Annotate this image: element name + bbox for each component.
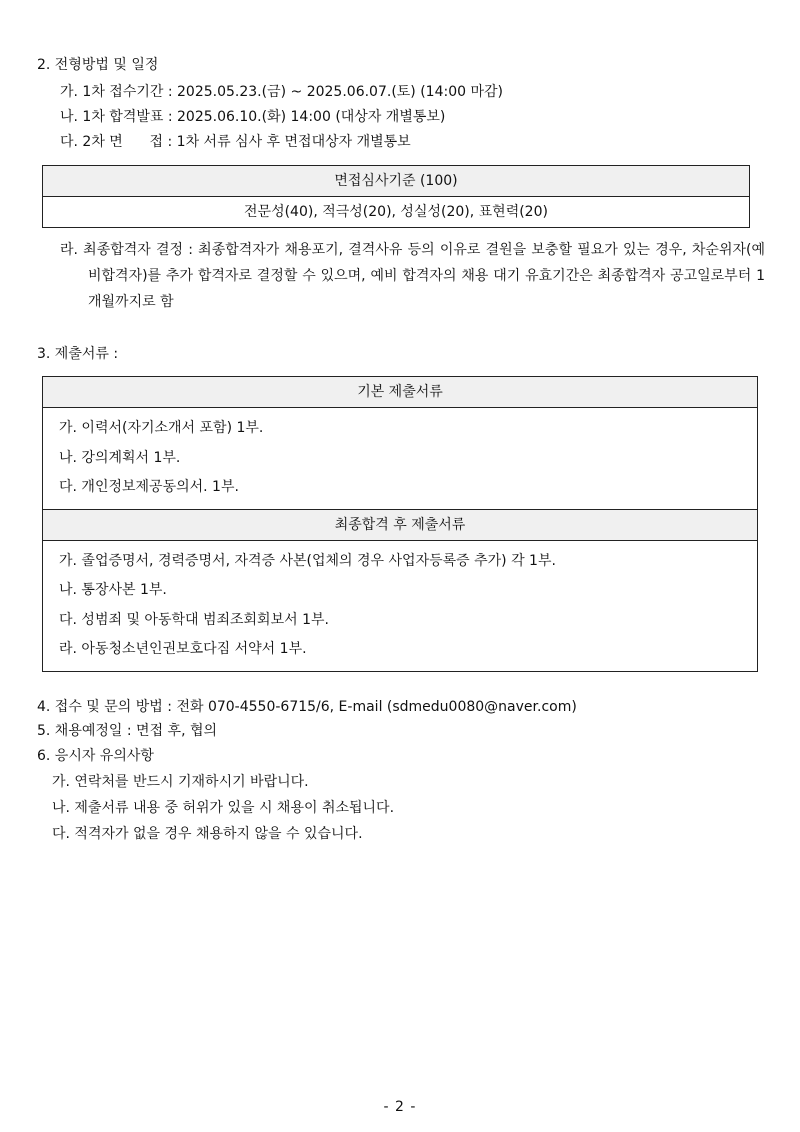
documents-table	[42, 376, 758, 672]
section-4-value: 전화 070-4550-6715/6, E-mail (sdmedu0080@naver.com)	[176, 699, 577, 715]
section-4-label: 4. 접수 및 문의 방법 :	[37, 699, 177, 715]
basic-documents-header: 기본 제출서류	[43, 377, 758, 408]
section-6-item-a: 가. 연락처를 반드시 기재하시기 바랍니다.	[52, 774, 309, 790]
final-document-item: 가. 졸업증명서, 경력증명서, 자격증 사본(업체의 경우 사업자등록증 추가) 각 1부.	[59, 552, 556, 569]
final-document-item: 다. 성범죄 및 아동학대 범죄조회회보서 1부.	[59, 611, 329, 628]
final-documents-list	[43, 540, 758, 671]
section-2-item-a: 가. 1차 접수기간 : 2025.05.23.(금) ~ 2025.06.07.(토) (14:00 마감)	[60, 84, 503, 100]
final-document-item: 나. 통장사본 1부.	[59, 582, 167, 598]
final-selection-note	[60, 237, 765, 315]
basic-document-item: 다. 개인정보제공동의서. 1부.	[59, 479, 239, 495]
section-3-heading: 3. 제출서류 :	[37, 346, 119, 362]
interview-criteria-header: 면접심사기준 (100)	[43, 166, 750, 197]
final-document-item: 라. 아동청소년인권보호다짐 서약서 1부.	[59, 641, 307, 657]
final-selection-note-text: 라. 최종합격자 결정 : 최종합격자가 채용포기, 결격사유 등의 이유로 결원을 보충할 필요가 있는 경우, 차순위자(예비합격자)를 추가 합격자로 결정할 수 있으며, 예비 합격자의 채용 대기 유효기간은 최종합격자 공고일로부터 1개월까지로 함	[60, 242, 765, 310]
basic-document-item: 나. 강의계획서 1부.	[59, 449, 181, 466]
interview-criteria-table	[42, 165, 750, 228]
section-6-item-b: 나. 제출서류 내용 중 허위가 있을 시 채용이 취소됩니다.	[52, 800, 395, 816]
section-2-heading: 2. 전형방법 및 일정	[37, 57, 159, 73]
final-documents-header: 최종합격 후 제출서류	[43, 509, 758, 540]
interview-criteria-value: 전문성(40), 적극성(20), 성실성(20), 표현력(20)	[43, 197, 750, 228]
section-4	[37, 697, 577, 717]
page-number: - 2 -	[383, 1099, 417, 1115]
section-5: 5. 채용예정일 : 면접 후, 협의	[37, 723, 218, 739]
basic-document-item: 가. 이력서(자기소개서 포함) 1부.	[59, 420, 264, 436]
section-6-item-c: 다. 적격자가 없을 경우 채용하지 않을 수 있습니다.	[52, 826, 363, 842]
basic-documents-list	[43, 408, 758, 510]
section-2-item-b: 나. 1차 합격발표 : 2025.06.10.(화) 14:00 (대상자 개별통보)	[60, 109, 446, 125]
section-2-item-c: 다. 2차 면 접 : 1차 서류 심사 후 면접대상자 개별통보	[60, 134, 411, 150]
section-6-heading: 6. 응시자 유의사항	[37, 748, 154, 764]
